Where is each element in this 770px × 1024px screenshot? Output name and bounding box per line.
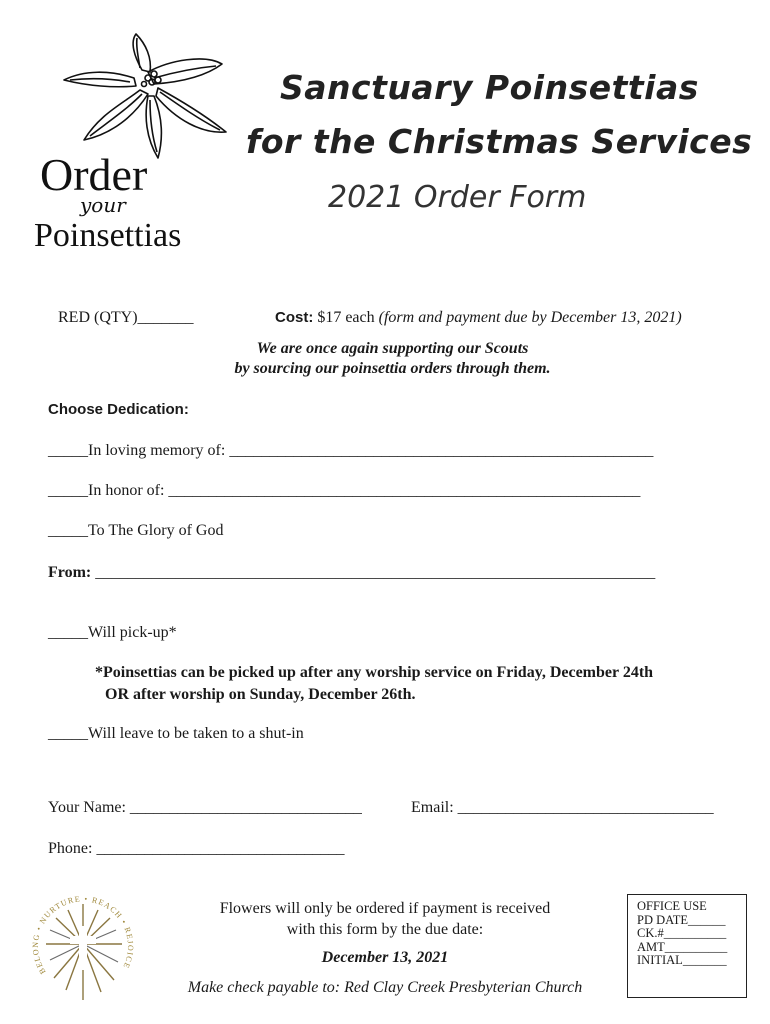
glory-of-god-field[interactable]: _____To The Glory of God <box>48 522 224 539</box>
in-loving-memory-field[interactable]: _____In loving memory of: _____________________________________________________ <box>48 442 654 459</box>
office-initial: INITIAL_______ <box>637 953 727 967</box>
poinsettia-flower-icon <box>30 30 260 255</box>
phone-field[interactable]: Phone: _______________________________ <box>48 840 345 857</box>
order-form-subtitle: 2021 Order Form <box>328 180 587 215</box>
office-amount: AMT__________ <box>637 939 728 954</box>
svg-text:Order: Order <box>40 149 148 200</box>
office-use-title: OFFICE USE <box>637 899 707 913</box>
office-check-number: CK.#__________ <box>637 926 727 940</box>
email-field[interactable]: Email: ________________________________ <box>411 799 714 816</box>
scouts-notice-line1: We are once again supporting our Scouts <box>256 340 529 357</box>
will-pickup-field[interactable]: _____Will pick-up* <box>48 624 177 641</box>
svg-text:your: your <box>80 193 126 217</box>
church-logo <box>26 882 140 1006</box>
starburst-cross-icon <box>26 882 140 1006</box>
office-use-box <box>627 894 747 998</box>
svg-text:BELONG • NURTURE • REACH • REJ: BELONG • NURTURE • REACH • REJOICE <box>30 894 136 976</box>
order-poinsettias-logo <box>30 30 260 255</box>
svg-text:Poinsettias: Poinsettias <box>34 217 182 254</box>
payment-notice-line2: with this form by the due date: <box>286 921 484 938</box>
office-pd-date: PD DATE______ <box>637 912 726 927</box>
in-honor-of-field[interactable]: _____In honor of: ___________________________________________________________ <box>48 482 641 499</box>
due-date: December 13, 2021 <box>321 949 449 966</box>
from-line: ______________________________________________________________________ <box>91 564 656 581</box>
red-qty-field[interactable]: RED (QTY)_______ <box>58 309 194 326</box>
from-field[interactable] <box>48 564 655 582</box>
shut-in-field[interactable]: _____Will leave to be taken to a shut-in <box>48 725 304 742</box>
scouts-notice-line2: by sourcing our poinsettia orders through them. <box>234 360 551 377</box>
pickup-note-line1: *Poinsettias can be picked up after any worship service on Friday, December 24th <box>95 664 654 681</box>
make-check-payable: Make check payable to: Red Clay Creek Presbyterian Church <box>187 979 583 996</box>
from-label: From: <box>48 564 92 581</box>
page-title-line2: for the Christmas Services <box>246 122 753 161</box>
your-name-field[interactable]: Your Name: _____________________________ <box>48 799 362 816</box>
payment-notice-line1: Flowers will only be ordered if payment is received <box>219 900 551 917</box>
cost-value: $17 each <box>313 309 379 326</box>
page-title-line1: Sanctuary Poinsettias <box>280 68 699 107</box>
cost-note: (form and payment due by December 13, 2021) <box>378 309 682 326</box>
cost-label: Cost: <box>275 309 314 326</box>
cost-line <box>275 309 682 327</box>
pickup-note-line2: OR after worship on Sunday, December 26th. <box>105 686 416 703</box>
dedication-heading: Choose Dedication: <box>48 401 189 418</box>
